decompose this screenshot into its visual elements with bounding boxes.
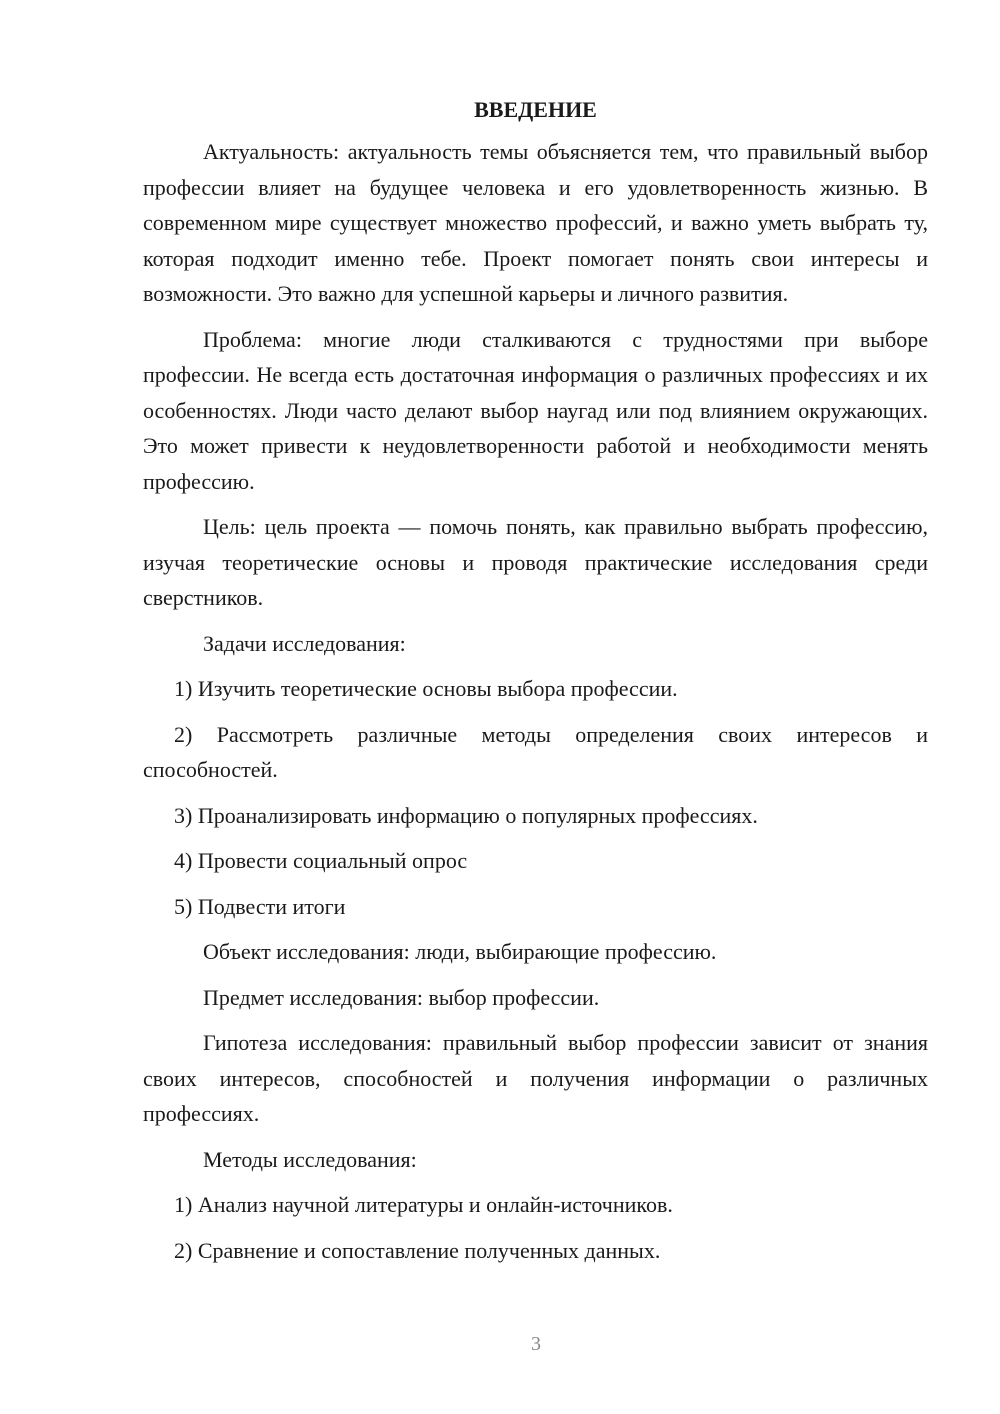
task-item: 2) Рассмотреть различные методы определения своих интересов и способностей.: [143, 721, 928, 782]
hypothesis-paragraph: Гипотеза исследования: правильный выбор профессии зависит от знания своих интересов, способностей и получения информации о различных профессиях.: [143, 1030, 928, 1126]
document-page: [143, 92, 928, 1278]
task-item: 1) Изучить теоретические основы выбора профессии.: [174, 676, 678, 701]
task-item: 3) Проанализировать информацию о популярных профессиях.: [174, 802, 758, 828]
method-item: 2) Сравнение и сопоставление полученных данных.: [174, 1237, 661, 1263]
section-title: ВВЕДЕНИЕ: [474, 97, 597, 122]
method-item: 1) Анализ научной литературы и онлайн-источников.: [174, 1192, 673, 1217]
relevance-paragraph: Актуальность: актуальность темы объясняется тем, что правильный выбор профессии влияет на будущее человека и его удовлетворенность жизнью. В современном мире существует множество профессий, и важно уметь выбрать ту, которая подходит именно тебе. Проект помогает понять свои интересы и возможности. Это важно для успешной карьеры и личного развития.: [143, 139, 928, 306]
tasks-heading: Задачи исследования:: [203, 630, 406, 656]
subject-paragraph: Предмет исследования: выбор профессии.: [203, 984, 600, 1010]
methods-heading: Методы исследования:: [203, 1146, 417, 1172]
object-paragraph: Объект исследования: люди, выбирающие профессию.: [203, 939, 717, 964]
task-item: 4) Провести социальный опрос: [174, 848, 468, 873]
goal-paragraph: Цель: цель проекта — помочь понять, как правильно выбрать профессию, изучая теоретические основы и проводя практические исследования среди сверстников.: [143, 514, 928, 610]
task-item: 5) Подвести итоги: [174, 893, 346, 919]
problem-paragraph: Проблема: многие люди сталкиваются с трудностями при выборе профессии. Не всегда есть достаточная информация о различных профессиях и их особенностях. Люди часто делают выбор наугад или под влиянием окружающих. Это может привести к неудовлетворенности работой и необходимости менять профессию.: [143, 326, 928, 494]
page-number: 3: [531, 1333, 541, 1355]
